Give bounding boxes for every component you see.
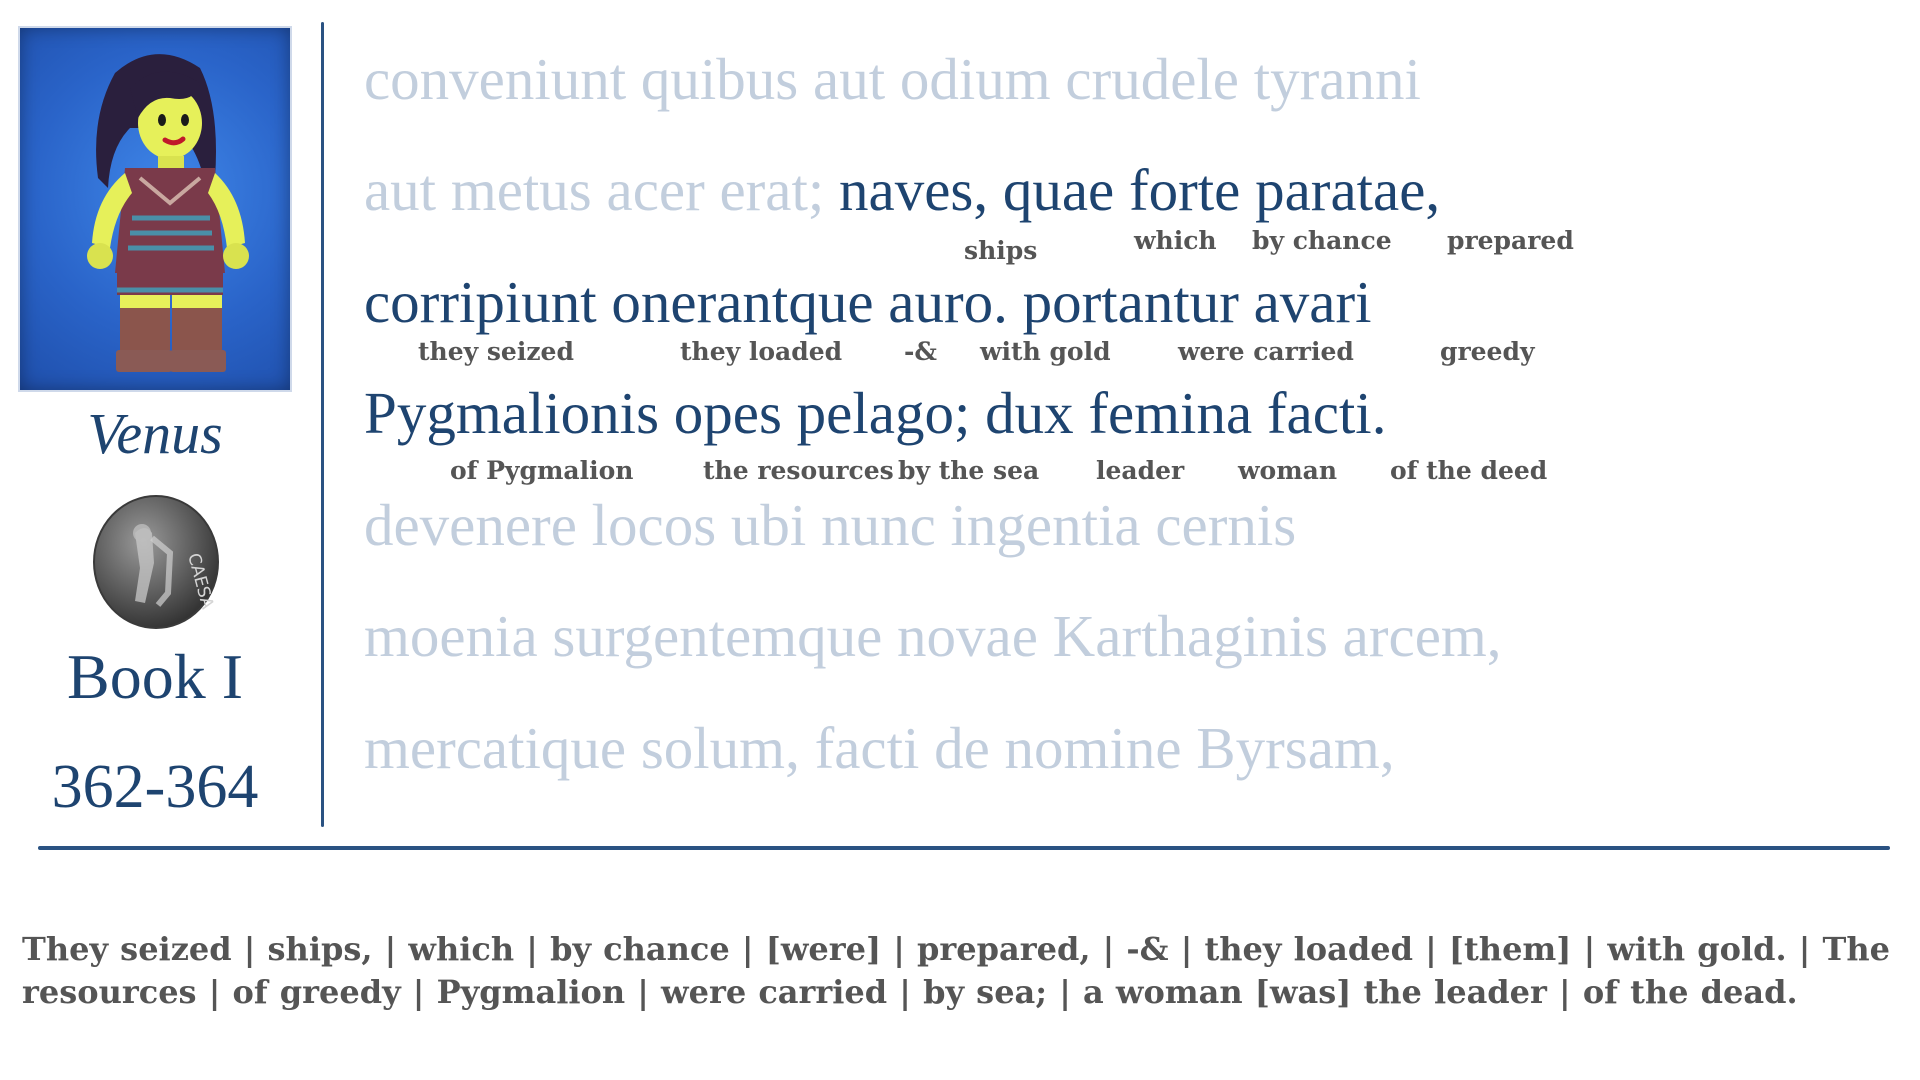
verse-line-2-context: aut metus acer erat;	[364, 157, 840, 223]
gloss-with-gold: with gold	[980, 337, 1111, 366]
line-range: 362-364	[51, 753, 259, 821]
venus-portrait-image	[20, 28, 290, 390]
verse-line-1: conveniunt quibus aut odium crudele tyranni	[364, 46, 1421, 112]
gloss-woman: woman	[1238, 456, 1338, 485]
coin-legend: CAESA	[183, 551, 218, 612]
verse-line-7: mercatique solum, facti de nomine Byrsam,	[364, 715, 1395, 781]
gloss-which: which	[1134, 226, 1217, 255]
verse-line-2-focus: naves, quae forte paratae,	[839, 157, 1441, 223]
gloss-they-loaded: they loaded	[680, 337, 843, 366]
gloss-leader: leader	[1096, 456, 1185, 485]
english-translation: They seized | ships, | which | by chance | [were] | prepared, | -& | they loaded | [them] | with gold. | The resources | of greedy | Pygmalion | were carried | by sea; | a woman [was] the leader | of the dead.	[22, 930, 1890, 1011]
horizontal-divider	[38, 846, 1890, 850]
coin-icon	[90, 493, 222, 631]
vertical-divider	[321, 22, 324, 827]
gloss-were-carried: were carried	[1178, 337, 1354, 366]
verse-line-6: moenia surgentemque novae Karthaginis arcem,	[364, 603, 1502, 669]
roman-coin-image	[90, 493, 222, 631]
gloss-prepared: prepared	[1447, 226, 1574, 255]
book-number: Book I	[67, 641, 243, 712]
gloss-of-pygmalion: of Pygmalion	[450, 456, 634, 485]
verse-line-5: devenere locos ubi nunc ingentia cernis	[364, 492, 1297, 558]
gloss-ships: ships	[964, 236, 1038, 265]
character-name: Venus	[87, 401, 223, 466]
gloss-and: -&	[904, 337, 937, 366]
gloss-by-chance: by chance	[1252, 226, 1392, 255]
venus-lego-minifigure-icon	[20, 28, 290, 390]
verse-line-3: corripiunt onerantque auro. portantur avari	[364, 269, 1372, 335]
sidebar	[0, 0, 320, 830]
verse-line-4: Pygmalionis opes pelago; dux femina facti.	[364, 380, 1387, 446]
gloss-greedy: greedy	[1440, 337, 1535, 366]
gloss-of-the-deed: of the deed	[1390, 456, 1548, 485]
verse-line-2	[364, 157, 1441, 223]
gloss-they-seized: they seized	[418, 337, 574, 366]
gloss-by-the-sea: by the sea	[898, 456, 1040, 485]
gloss-the-resources: the resources	[703, 456, 894, 485]
